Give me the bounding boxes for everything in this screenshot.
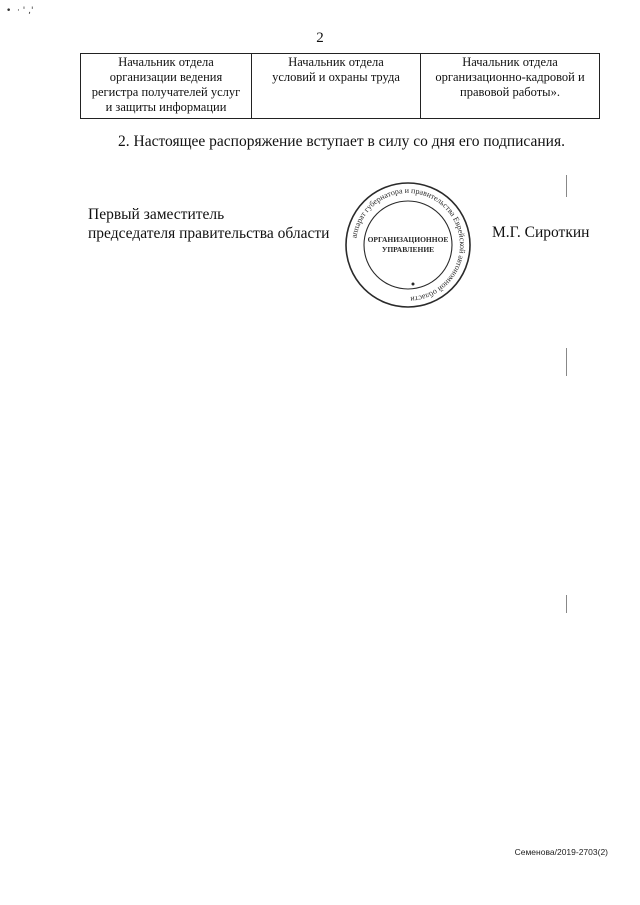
scan-mark bbox=[566, 348, 567, 376]
table-row bbox=[81, 54, 600, 119]
cell-line: Начальник отдела bbox=[288, 55, 384, 69]
scan-mark bbox=[566, 175, 567, 197]
cell-line: регистра получателей услуг bbox=[91, 85, 241, 99]
stamp-ring-text: аппарат губернатора и правительства Еврейской автономной области bbox=[349, 185, 468, 304]
stamp-center-line: ОРГАНИЗАЦИОННОЕ bbox=[367, 235, 449, 244]
stamp-dot bbox=[412, 283, 415, 286]
table-cell bbox=[421, 54, 600, 119]
cell-line: организационно-кадровой и bbox=[435, 70, 585, 84]
table-cell bbox=[81, 54, 252, 119]
table-cell bbox=[252, 54, 421, 119]
signer-name: М.Г. Сироткин bbox=[492, 224, 590, 241]
cell-line: Начальник отдела bbox=[462, 55, 558, 69]
signer-title-line: Первый заместитель bbox=[88, 206, 225, 223]
footer-code: Семенова/2019-2703(2) bbox=[514, 847, 608, 857]
official-stamp bbox=[343, 180, 473, 310]
stamp-center-line: УПРАВЛЕНИЕ bbox=[381, 245, 435, 254]
cell-line: условий и охраны труда bbox=[272, 70, 400, 84]
scan-specks: • · ' ,' bbox=[6, 6, 34, 16]
cell-line: и защиты информации bbox=[105, 100, 227, 114]
cell-line: правовой работы». bbox=[460, 85, 560, 99]
signer-title bbox=[88, 205, 329, 243]
page-number: 2 bbox=[316, 30, 324, 46]
departments-table bbox=[80, 53, 600, 119]
paragraph-2: 2. Настоящее распоряжение вступает в силу со дня его подписания. bbox=[118, 133, 565, 150]
cell-line: Начальник отдела bbox=[118, 55, 214, 69]
signer-title-line: председателя правительства области bbox=[88, 225, 330, 242]
cell-line: организации ведения bbox=[109, 70, 223, 84]
scan-mark bbox=[566, 595, 567, 613]
